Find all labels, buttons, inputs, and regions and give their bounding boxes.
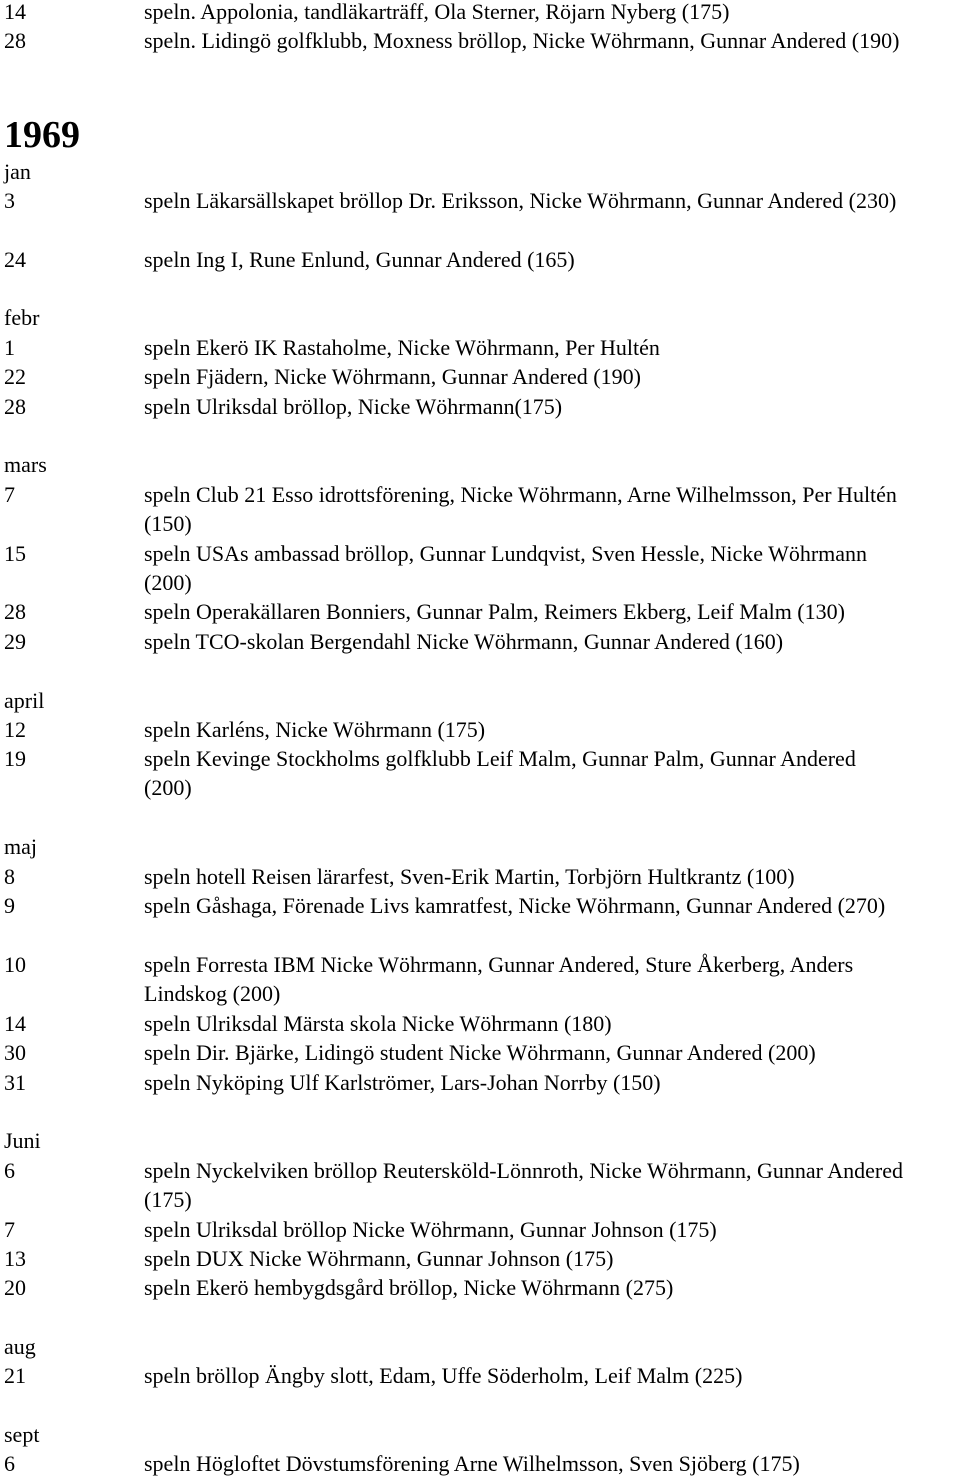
entry-day: 13: [4, 1246, 26, 1271]
entry-day: 1: [4, 335, 15, 360]
entry-day: 22: [4, 364, 26, 389]
year-heading: 1969: [4, 114, 80, 156]
entry-text: speln hotell Reisen lärarfest, Sven-Erik Martin, Torbjörn Hultkrantz (100): [144, 864, 795, 889]
entry-day: 29: [4, 629, 26, 654]
month-heading: jan: [4, 159, 31, 184]
entry-text: speln. Appolonia, tandläkarträff, Ola Sterner, Röjarn Nyberg (175): [144, 0, 730, 24]
entry-text: speln Nyköping Ulf Karlströmer, Lars-Johan Norrby (150): [144, 1070, 661, 1095]
entry-text: speln bröllop Ängby slott, Edam, Uffe Söderholm, Leif Malm (225): [144, 1363, 743, 1388]
entry-day: 28: [4, 28, 26, 53]
entry-text: speln DUX Nicke Wöhrmann, Gunnar Johnson (175): [144, 1246, 614, 1271]
entry-day: 8: [4, 864, 15, 889]
month-heading: Juni: [4, 1128, 41, 1153]
entry-text: speln Nyckelviken bröllop Reutersköld-Lönnroth, Nicke Wöhrmann, Gunnar Andered (175): [144, 1158, 904, 1213]
entry-day: 14: [4, 0, 26, 24]
entry-day: 30: [4, 1040, 26, 1065]
entry-text: speln Gåshaga, Förenade Livs kamratfest, Nicke Wöhrmann, Gunnar Andered (270): [144, 893, 886, 918]
entry-day: 9: [4, 893, 15, 918]
entry-text: speln Operakällaren Bonniers, Gunnar Palm, Reimers Ekberg, Leif Malm (130): [144, 599, 845, 624]
month-heading: maj: [4, 834, 37, 859]
entry-text: speln Kevinge Stockholms golfklubb Leif Malm, Gunnar Palm, Gunnar Andered (200): [144, 746, 856, 801]
entry-day: 15: [4, 541, 26, 566]
entry-day: 14: [4, 1011, 26, 1036]
entry-text: speln TCO-skolan Bergendahl Nicke Wöhrmann, Gunnar Andered (160): [144, 629, 784, 654]
entry-text: speln Ulriksdal Märsta skola Nicke Wöhrmann (180): [144, 1011, 612, 1036]
entry-text: speln Fjädern, Nicke Wöhrmann, Gunnar Andered (190): [144, 364, 641, 389]
month-heading: mars: [4, 452, 47, 477]
entry-text: speln Läkarsällskapet bröllop Dr. Eriksson, Nicke Wöhrmann, Gunnar Andered (230): [144, 188, 897, 213]
entry-text: speln Ekerö IK Rastaholme, Nicke Wöhrmann, Per Hultén: [144, 335, 660, 360]
entry-text: speln Forresta IBM Nicke Wöhrmann, Gunnar Andered, Sture Åkerberg, Anders Lindskog (200): [144, 952, 854, 1007]
entry-text: speln Ulriksdal bröllop, Nicke Wöhrmann(175): [144, 394, 563, 419]
entry-day: 6: [4, 1158, 15, 1183]
month-heading: aug: [4, 1334, 36, 1359]
month-heading: sept: [4, 1422, 40, 1447]
entry-day: 20: [4, 1275, 26, 1300]
entry-text: speln Ing I, Rune Enlund, Gunnar Andered (165): [144, 247, 575, 272]
entry-day: 12: [4, 717, 26, 742]
entry-day: 21: [4, 1363, 26, 1388]
entry-day: 28: [4, 599, 26, 624]
entry-text: speln. Lidingö golfklubb, Moxness bröllop, Nicke Wöhrmann, Gunnar Andered (190): [144, 28, 900, 53]
month-heading: febr: [4, 305, 40, 330]
entry-text: speln Karléns, Nicke Wöhrmann (175): [144, 717, 486, 742]
entry-day: 10: [4, 952, 26, 977]
month-heading: april: [4, 688, 45, 713]
entry-day: 31: [4, 1070, 26, 1095]
entry-day: 7: [4, 1217, 15, 1242]
entry-text: speln Ulriksdal bröllop Nicke Wöhrmann, Gunnar Johnson (175): [144, 1217, 717, 1242]
entry-day: 24: [4, 247, 26, 272]
entry-text: speln Dir. Bjärke, Lidingö student Nicke Wöhrmann, Gunnar Andered (200): [144, 1040, 816, 1065]
entry-text: speln Ekerö hembygdsgård bröllop, Nicke Wöhrmann (275): [144, 1275, 674, 1300]
entry-text: speln Club 21 Esso idrottsförening, Nicke Wöhrmann, Arne Wilhelmsson, Per Hultén (150): [144, 482, 897, 537]
entry-day: 6: [4, 1451, 15, 1476]
entry-day: 28: [4, 394, 26, 419]
entry-day: 3: [4, 188, 15, 213]
entry-text: speln USAs ambassad bröllop, Gunnar Lundqvist, Sven Hessle, Nicke Wöhrmann (200): [144, 541, 868, 596]
entry-text: speln Högloftet Dövstumsförening Arne Wilhelmsson, Sven Sjöberg (175): [144, 1451, 800, 1476]
entry-day: 19: [4, 746, 26, 771]
entry-day: 7: [4, 482, 15, 507]
